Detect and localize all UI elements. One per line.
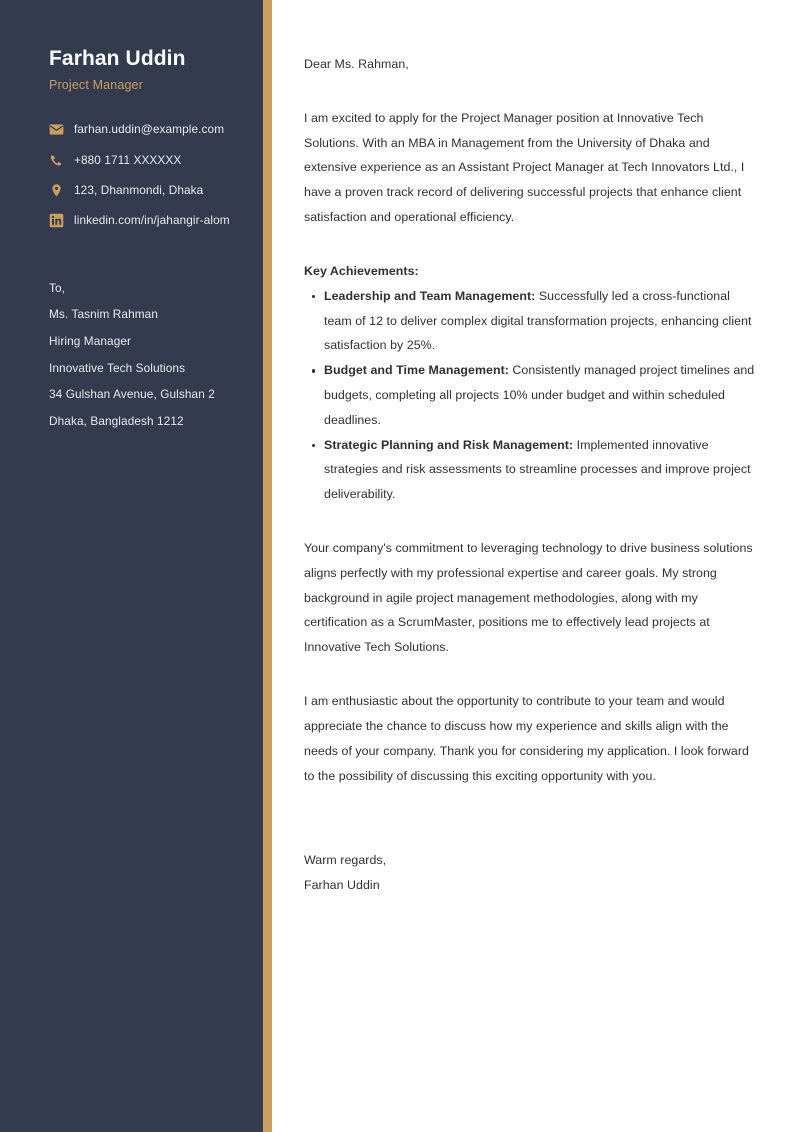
recipient-line-title: Hiring Manager: [49, 333, 132, 348]
email-icon: [49, 122, 64, 137]
recipient-line-city: Dhaka, Bangladesh 1212: [49, 414, 184, 429]
recipient-block: [49, 281, 245, 429]
contact-item-phone[interactable]: [49, 153, 245, 168]
phone-icon: [49, 153, 64, 168]
achievements-heading: Key Achievements:: [304, 263, 419, 278]
contact-phone-text: +880 1711 XXXXXX: [74, 152, 182, 167]
contact-item-linkedin[interactable]: [49, 213, 245, 228]
achievement-item: [324, 358, 760, 432]
contact-address-text: 123, Dhanmondi, Dhaka: [74, 182, 204, 197]
achievement-text: Consistently managed project timelines and budgets, completing all projects 10% under budget and within scheduled deadlines.: [324, 363, 755, 427]
contact-list: [49, 122, 245, 228]
contact-email-text: farhan.uddin@example.com: [74, 122, 225, 137]
recipient-line-to: To,: [49, 280, 66, 295]
achievement-item: [324, 284, 760, 358]
fit-paragraph: Your company's commitment to leveraging technology to drive business solutions aligns perfectly with my professional expertise and career goals. My strong background in agile project management methodologies, along with my certification as a ScrumMaster, positions me to effectively lead projects at Innovative Tech Solutions.: [304, 541, 753, 655]
intro-paragraph: I am excited to apply for the Project Manager position at Innovative Tech Solutions. With an MBA in Management from the University of Dhaka and extensive experience as an Assistant Project Manager at Tech Innovators Ltd., I have a proven track record of delivering successful projects that enhance client satisfaction and operational efficiency.: [304, 110, 745, 225]
contact-item-address[interactable]: [49, 183, 245, 198]
recipient-line-company: Innovative Tech Solutions: [49, 360, 186, 375]
signature-block: [304, 848, 760, 898]
salutation: Dear Ms. Rahman,: [304, 57, 409, 71]
sign-off: Warm regards,: [304, 853, 387, 868]
achievement-label: Leadership and Team Management:: [324, 288, 536, 303]
achievement-text: Implemented innovative strategies and risk assessments to streamline processes and improve project deliverability.: [324, 437, 751, 502]
location-pin-icon: [49, 183, 64, 198]
closing-paragraph: I am enthusiastic about the opportunity to contribute to your team and would appreciate the chance to discuss how my experience and skills align with the needs of your company. Thank you for considering my application. I look forward to the possibility of discussing this exciting opportunity with you.: [304, 694, 749, 783]
candidate-role: Project Manager: [49, 78, 143, 93]
sidebar: [0, 0, 263, 1132]
linkedin-icon: [49, 213, 64, 228]
signature-name: Farhan Uddin: [304, 878, 380, 893]
recipient-line-name: Ms. Tasnim Rahman: [49, 307, 159, 322]
achievement-label: Budget and Time Management:: [324, 363, 509, 378]
achievement-item: [324, 433, 760, 507]
accent-divider: [263, 0, 272, 1132]
contact-item-email[interactable]: [49, 122, 245, 137]
letter-body: [272, 0, 800, 1132]
achievement-text: Successfully led a cross-functional team of 12 to deliver complex digital transformation projects, enhancing client satisfaction by 25%.: [324, 288, 752, 353]
achievements-list: [304, 284, 760, 507]
achievement-label: Strategic Planning and Risk Management:: [324, 437, 574, 452]
contact-linkedin-text: linkedin.com/in/jahangir-alom: [74, 213, 230, 228]
recipient-line-street: 34 Gulshan Avenue, Gulshan 2: [49, 387, 215, 402]
candidate-name: Farhan Uddin: [49, 47, 186, 70]
